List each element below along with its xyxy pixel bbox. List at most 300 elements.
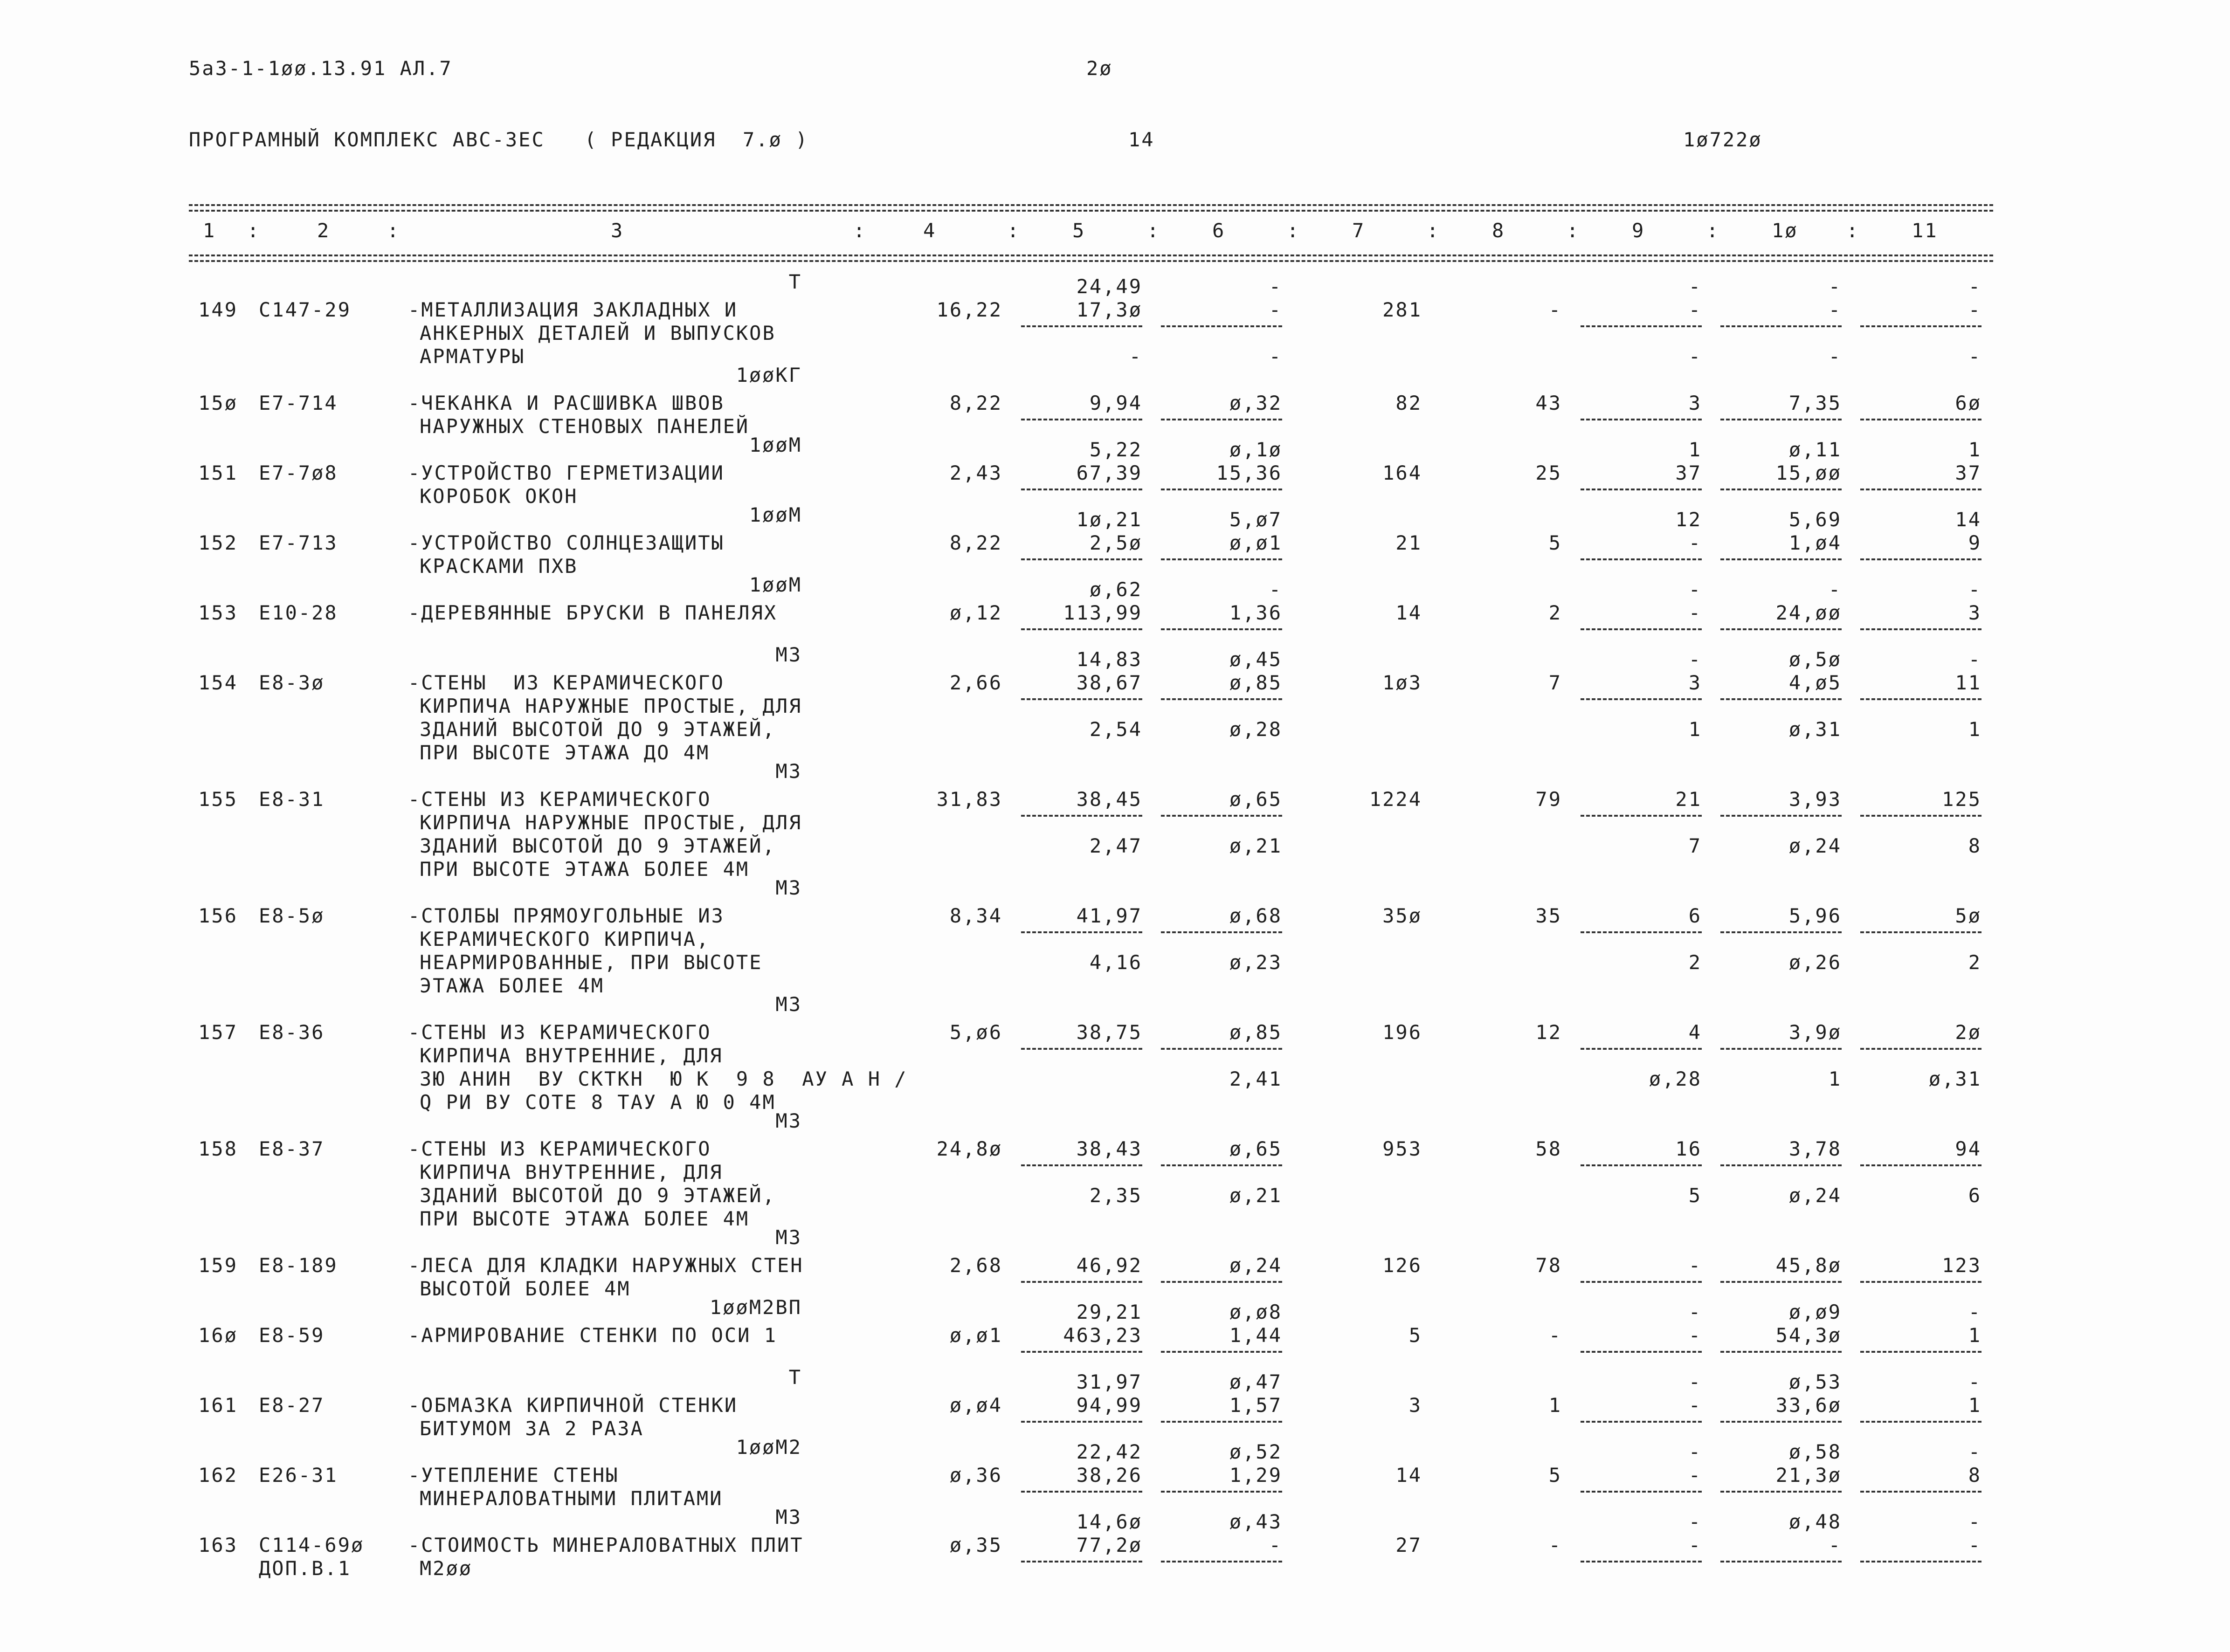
value-c6: 1,44 — [1229, 1324, 1282, 1347]
value-c7: 164 — [1382, 461, 1422, 484]
value-c5: 46,92 — [1076, 1254, 1142, 1277]
value-c8: 1 — [1548, 1394, 1562, 1417]
value-c10-above: - — [1828, 275, 1842, 298]
subtotal-rule — [1581, 1164, 1702, 1166]
value-c11: 9 — [1968, 531, 1981, 554]
value-c6: ø,24 — [1229, 1254, 1282, 1277]
item-code: Е7-713 — [259, 531, 338, 554]
subtotal-rule — [1161, 1561, 1282, 1563]
subtotal-rule — [1720, 628, 1842, 630]
value-c10: 7,35 — [1788, 392, 1842, 414]
value-c8: 5 — [1548, 531, 1562, 554]
value-c9: 3 — [1688, 671, 1702, 694]
top-rule — [189, 204, 1993, 206]
description-line: ВЫСОТОЙ БОЛЕЕ 4М — [420, 1277, 631, 1300]
row-number: 161 — [198, 1394, 238, 1417]
value-c7: 953 — [1382, 1137, 1422, 1160]
value-c9-below: - — [1688, 648, 1702, 671]
value-c9: 6 — [1688, 904, 1702, 927]
subtotal-rule — [1161, 558, 1282, 560]
value-c4: 16,22 — [936, 298, 1002, 321]
description-line: НАРУЖНЫХ СТЕНОВЫХ ПАНЕЛЕЙ — [420, 415, 750, 438]
value-c10: - — [1828, 1534, 1842, 1556]
value-c11-below: - — [1968, 578, 1981, 601]
value-c11-below: 1 — [1968, 718, 1981, 741]
value-c8: 2 — [1548, 601, 1562, 624]
value-c5-above: 24,49 — [1076, 275, 1142, 298]
row-number: 162 — [198, 1464, 238, 1487]
value-c9: 37 — [1675, 461, 1702, 484]
value-c8: 5 — [1548, 1464, 1562, 1487]
col-heading-8: 8 — [1492, 219, 1505, 242]
value-c5-below: 31,97 — [1076, 1370, 1142, 1393]
description-line: -УСТРОЙСТВО ГЕРМЕТИЗАЦИИ — [408, 461, 725, 484]
value-c6-below: ø,43 — [1229, 1510, 1282, 1533]
subtotal-rule — [1161, 698, 1282, 700]
subtotal-rule — [1161, 489, 1282, 490]
value-c4: 8,22 — [949, 392, 1002, 414]
subtotal-rule — [1021, 489, 1142, 490]
item-code: Е8-5ø — [259, 904, 325, 927]
value-c5: 94,99 — [1076, 1394, 1142, 1417]
subtotal-rule — [1860, 1421, 1981, 1423]
value-c5: 77,2ø — [1076, 1534, 1142, 1556]
description-line: М2øø — [420, 1557, 473, 1580]
value-c9-above: - — [1688, 275, 1702, 298]
subtotal-rule — [1720, 1281, 1842, 1283]
description-line: КРАСКАМИ ПХВ — [420, 555, 578, 578]
subtotal-rule — [1720, 1351, 1842, 1353]
subtotal-rule — [1021, 1281, 1142, 1283]
col-separator: : — [1706, 219, 1720, 242]
subtotal-rule — [1720, 931, 1842, 933]
value-c11-below: - — [1968, 1370, 1981, 1393]
row-number: 153 — [198, 601, 238, 624]
value-c7: 21 — [1395, 531, 1422, 554]
unit-label: 1øøМ2 — [736, 1436, 802, 1459]
value-c10: 1,ø4 — [1788, 531, 1842, 554]
subtotal-rule — [1860, 1164, 1981, 1166]
value-c10-below: 1 — [1828, 1067, 1842, 1090]
col-separator: : — [853, 219, 867, 242]
value-c11-above: - — [1968, 275, 1981, 298]
value-c10: 5,96 — [1788, 904, 1842, 927]
value-c10-below: ø,58 — [1788, 1440, 1842, 1463]
value-c6-below: - — [1269, 578, 1282, 601]
value-c9-below: - — [1688, 1510, 1702, 1533]
value-c7: 3 — [1408, 1394, 1422, 1417]
value-c9: - — [1688, 601, 1702, 624]
description-line: ПРИ ВЫСОТЕ ЭТАЖА ДО 4М — [420, 741, 710, 764]
value-c5: 38,67 — [1076, 671, 1142, 694]
subtotal-rule — [1720, 1164, 1842, 1166]
value-c6: - — [1269, 298, 1282, 321]
value-c7: 1ø3 — [1382, 671, 1422, 694]
description-line: -ЛЕСА ДЛЯ КЛАДКИ НАРУЖНЫХ СТЕН — [408, 1254, 804, 1277]
value-c6-below: ø,47 — [1229, 1370, 1282, 1393]
subtotal-rule — [1581, 419, 1702, 420]
value-c4: 2,66 — [949, 671, 1002, 694]
item-code: Е8-37 — [259, 1137, 325, 1160]
value-c6: ø,32 — [1229, 392, 1282, 414]
item-code: Е10-28 — [259, 601, 338, 624]
value-c8: 78 — [1535, 1254, 1562, 1277]
col-heading-6: 6 — [1212, 219, 1226, 242]
value-c4: ø,ø1 — [949, 1324, 1002, 1347]
value-c5: 67,39 — [1076, 461, 1142, 484]
value-c11-below: 14 — [1955, 508, 1981, 531]
subtotal-rule — [1720, 325, 1842, 327]
value-c9: - — [1688, 1254, 1702, 1277]
value-c11: 6ø — [1955, 392, 1981, 414]
value-c11-below: - — [1968, 345, 1981, 368]
value-c6-below: ø,21 — [1229, 1184, 1282, 1207]
document-reference: 5а3-1-1øø.13.91 АЛ.7 — [189, 57, 453, 80]
value-c8: - — [1548, 1324, 1562, 1347]
value-c9-below: 12 — [1675, 508, 1702, 531]
subtotal-rule — [1021, 1351, 1142, 1353]
value-c10-below: - — [1828, 345, 1842, 368]
value-c8: 79 — [1535, 788, 1562, 811]
value-c11: 125 — [1942, 788, 1981, 811]
value-c5-below: 4,16 — [1089, 951, 1142, 974]
value-c5-below: 1ø,21 — [1076, 508, 1142, 531]
row-number: 159 — [198, 1254, 238, 1277]
value-c10: 3,9ø — [1788, 1021, 1842, 1044]
description-line: -СТОИМОСТЬ МИНЕРАЛОВАТНЫХ ПЛИТ — [408, 1534, 804, 1556]
value-c10: 3,78 — [1788, 1137, 1842, 1160]
value-c4: 2,68 — [949, 1254, 1002, 1277]
value-c11-below: - — [1968, 1440, 1981, 1463]
value-c9: - — [1688, 531, 1702, 554]
row-number: 15ø — [198, 392, 238, 414]
col-heading-3: 3 — [611, 219, 624, 242]
description-line: МИНЕРАЛОВАТНЫМИ ПЛИТАМИ — [420, 1487, 723, 1510]
value-c6: ø,65 — [1229, 788, 1282, 811]
subtotal-rule — [1860, 419, 1981, 420]
value-c6-below: ø,ø8 — [1229, 1301, 1282, 1323]
value-c5-below: 14,6ø — [1076, 1510, 1142, 1533]
description-line: ЗДАНИЙ ВЫСОТОЙ ДО 9 ЭТАЖЕЙ, — [420, 718, 776, 741]
col-heading-5: 5 — [1072, 219, 1086, 242]
value-c9: 3 — [1688, 392, 1702, 414]
unit-label: 1øøКГ — [736, 364, 802, 386]
value-c7: 5 — [1408, 1324, 1422, 1347]
subtotal-rule — [1161, 931, 1282, 933]
value-c11: 1 — [1968, 1324, 1981, 1347]
value-c11: 3 — [1968, 601, 1981, 624]
subtotal-rule — [1161, 325, 1282, 327]
item-code: Е8-36 — [259, 1021, 325, 1044]
unit-label: М3 — [775, 643, 802, 666]
subtotal-rule — [1720, 1561, 1842, 1563]
value-c9-below: 1 — [1688, 718, 1702, 741]
value-c6: ø,85 — [1229, 671, 1282, 694]
value-c10: 15,øø — [1775, 461, 1842, 484]
value-c11: 11 — [1955, 671, 1981, 694]
subtotal-rule — [1860, 1351, 1981, 1353]
description-line: -СТЕНЫ ИЗ КЕРАМИЧЕСКОГО — [408, 1021, 711, 1044]
description-line: КИРПИЧА ВНУТРЕННИЕ, ДЛЯ — [420, 1044, 723, 1067]
unit-label: 1øøМ — [749, 434, 802, 456]
value-c10: - — [1828, 298, 1842, 321]
value-c6-below: 2,41 — [1229, 1067, 1282, 1090]
value-c9-below: - — [1688, 578, 1702, 601]
value-c6: ø,65 — [1229, 1137, 1282, 1160]
row-number: 157 — [198, 1021, 238, 1044]
subtotal-rule — [1581, 558, 1702, 560]
description-line: АНКЕРНЫХ ДЕТАЛЕЙ И ВЫПУСКОВ — [420, 322, 776, 344]
value-c5-below: 2,54 — [1089, 718, 1142, 741]
value-c9: - — [1688, 1394, 1702, 1417]
subtotal-rule — [1581, 815, 1702, 817]
subtotal-rule — [1860, 1048, 1981, 1050]
value-c4: ø,ø4 — [949, 1394, 1002, 1417]
unit-label: М3 — [775, 1109, 802, 1132]
value-c10-below: ø,ø9 — [1788, 1301, 1842, 1323]
value-c6: 1,57 — [1229, 1394, 1282, 1417]
description-line: -МЕТАЛЛИЗАЦИЯ ЗАКЛАДНЫХ И — [408, 298, 738, 321]
description-line: -СТЕНЫ ИЗ КЕРАМИЧЕСКОГО — [408, 671, 725, 694]
row-number: 149 — [198, 298, 238, 321]
subtotal-rule — [1021, 698, 1142, 700]
subtotal-rule — [1860, 698, 1981, 700]
subtotal-rule — [1581, 628, 1702, 630]
item-code: Е7-7ø8 — [259, 461, 338, 484]
subtotal-rule — [1581, 1048, 1702, 1050]
col-separator: : — [1846, 219, 1860, 242]
value-c6: ø,68 — [1229, 904, 1282, 927]
value-c10-below: ø,53 — [1788, 1370, 1842, 1393]
subtotal-rule — [1581, 1421, 1702, 1423]
value-c6-below: ø,21 — [1229, 834, 1282, 857]
subtotal-rule — [1581, 325, 1702, 327]
value-c5-below: 2,47 — [1089, 834, 1142, 857]
row-number: 156 — [198, 904, 238, 927]
unit-label: М3 — [775, 1506, 802, 1528]
subtotal-rule — [1860, 1561, 1981, 1563]
value-c6-below: ø,23 — [1229, 951, 1282, 974]
value-c4: 5,ø6 — [949, 1021, 1002, 1044]
value-c5-below: 22,42 — [1076, 1440, 1142, 1463]
value-c10: 33,6ø — [1775, 1394, 1842, 1417]
subtotal-rule — [1860, 931, 1981, 933]
subtotal-rule — [1161, 1048, 1282, 1050]
header-rule — [189, 255, 1993, 256]
row-number: 155 — [198, 788, 238, 811]
subtotal-rule — [1021, 1048, 1142, 1050]
col-heading-11: 11 — [1912, 219, 1938, 242]
unit-label: М3 — [775, 1226, 802, 1249]
col-separator: : — [1147, 219, 1160, 242]
value-c8: 12 — [1535, 1021, 1562, 1044]
row-number: 151 — [198, 461, 238, 484]
value-c5-below: 29,21 — [1076, 1301, 1142, 1323]
subtotal-rule — [1581, 931, 1702, 933]
subtotal-rule — [1161, 1421, 1282, 1423]
value-c4: 8,34 — [949, 904, 1002, 927]
value-c9: - — [1688, 298, 1702, 321]
subtotal-rule — [1860, 1491, 1981, 1493]
item-code: Е8-59 — [259, 1324, 325, 1347]
value-c8: 58 — [1535, 1137, 1562, 1160]
row-number: 154 — [198, 671, 238, 694]
value-c9-below: ø,28 — [1649, 1067, 1702, 1090]
value-c6-below: ø,45 — [1229, 648, 1282, 671]
col-separator: : — [1567, 219, 1580, 242]
value-c11: 8 — [1968, 1464, 1981, 1487]
description-line: ПРИ ВЫСОТЕ ЭТАЖА БОЛЕЕ 4М — [420, 858, 750, 881]
value-c6-above: - — [1269, 275, 1282, 298]
subtotal-rule — [1720, 419, 1842, 420]
description-line: Q РИ ВУ СОТЕ 8 ТАУ А Ю 0 4М — [420, 1091, 776, 1114]
value-c6-below: 5,ø7 — [1229, 508, 1282, 531]
value-c7: 82 — [1395, 392, 1422, 414]
value-c4: ø,36 — [949, 1464, 1002, 1487]
value-c11-below: 2 — [1968, 951, 1981, 974]
value-c6: ø,85 — [1229, 1021, 1282, 1044]
value-c7: 281 — [1382, 298, 1422, 321]
subtotal-rule — [1860, 628, 1981, 630]
value-c5-below: 5,22 — [1089, 438, 1142, 461]
item-code: С114-69ø — [259, 1534, 365, 1556]
value-c10-below: - — [1828, 578, 1842, 601]
description-line: -ДЕРЕВЯННЫЕ БРУСКИ В ПАНЕЛЯХ — [408, 601, 778, 624]
value-c7: 14 — [1395, 601, 1422, 624]
value-c10-below: ø,5ø — [1788, 648, 1842, 671]
value-c10-below: ø,26 — [1788, 951, 1842, 974]
value-c6: 1,36 — [1229, 601, 1282, 624]
subtotal-rule — [1161, 1164, 1282, 1166]
subtotal-rule — [1720, 1421, 1842, 1423]
unit-label: 1øøМ2ВП — [709, 1296, 802, 1319]
subtotal-rule — [1720, 558, 1842, 560]
subtotal-rule — [1021, 325, 1142, 327]
value-c10-below: ø,48 — [1788, 1510, 1842, 1533]
value-c9: 16 — [1675, 1137, 1702, 1160]
value-c11-below: 8 — [1968, 834, 1981, 857]
subtotal-rule — [1860, 325, 1981, 327]
value-c6-below: ø,1ø — [1229, 438, 1282, 461]
value-c11-below: ø,31 — [1928, 1067, 1981, 1090]
value-c5: 2,5ø — [1089, 531, 1142, 554]
value-c6-below: ø,52 — [1229, 1440, 1282, 1463]
subtotal-rule — [1581, 1561, 1702, 1563]
value-c8: 43 — [1535, 392, 1562, 414]
item-code: Е8-31 — [259, 788, 325, 811]
value-c5: 9,94 — [1089, 392, 1142, 414]
subtotal-rule — [1161, 1491, 1282, 1493]
subtotal-rule — [1161, 1351, 1282, 1353]
subtotal-rule — [1860, 815, 1981, 817]
value-c10-below: ø,11 — [1788, 438, 1842, 461]
value-c11: - — [1968, 298, 1981, 321]
value-c5: 38,75 — [1076, 1021, 1142, 1044]
subtotal-rule — [1021, 1421, 1142, 1423]
unit-label: 1øøМ — [749, 503, 802, 526]
description-line: -АРМИРОВАНИЕ СТЕНКИ ПО ОСИ 1 — [408, 1324, 778, 1347]
row-number: 152 — [198, 531, 238, 554]
value-c9-below: 2 — [1688, 951, 1702, 974]
document-number: 1ø722ø — [1683, 128, 1762, 151]
value-c11: 2ø — [1955, 1021, 1981, 1044]
description-line: КИРПИЧА НАРУЖНЫЕ ПРОСТЫЕ, ДЛЯ — [420, 695, 802, 717]
header-rule-2 — [189, 260, 1993, 262]
subtotal-rule — [1581, 1491, 1702, 1493]
col-separator: : — [247, 219, 261, 242]
value-c9: - — [1688, 1464, 1702, 1487]
value-c7: 14 — [1395, 1464, 1422, 1487]
description-line: ЗДАНИЙ ВЫСОТОЙ ДО 9 ЭТАЖЕЙ, — [420, 1184, 776, 1207]
value-c9: 4 — [1688, 1021, 1702, 1044]
value-c10: 24,øø — [1775, 601, 1842, 624]
value-c6: 1,29 — [1229, 1464, 1282, 1487]
description-line: КИРПИЧА ВНУТРЕННИЕ, ДЛЯ — [420, 1161, 723, 1184]
value-c11-below: - — [1968, 1510, 1981, 1533]
value-c9-below: 5 — [1688, 1184, 1702, 1207]
value-c8: - — [1548, 298, 1562, 321]
col-heading-4: 4 — [923, 219, 937, 242]
item-code: Е26-31 — [259, 1464, 338, 1487]
subtotal-rule — [1021, 1491, 1142, 1493]
col-heading-2: 2 — [317, 219, 331, 242]
subtotal-rule — [1720, 815, 1842, 817]
description-line: НЕАРМИРОВАННЫЕ, ПРИ ВЫСОТЕ — [420, 951, 763, 974]
description-line: -ЧЕКАНКА И РАСШИВКА ШВОВ — [408, 392, 725, 414]
value-c4: 8,22 — [949, 531, 1002, 554]
item-code: Е8-3ø — [259, 671, 325, 694]
value-c11: 37 — [1955, 461, 1981, 484]
value-c6: - — [1269, 1534, 1282, 1556]
subtotal-rule — [1860, 489, 1981, 490]
value-c9-below: - — [1688, 1370, 1702, 1393]
item-code: Е8-27 — [259, 1394, 325, 1417]
description-line: АРМАТУРЫ — [420, 345, 525, 368]
col-heading-9: 9 — [1632, 219, 1645, 242]
description-line: КИРПИЧА НАРУЖНЫЕ ПРОСТЫЕ, ДЛЯ — [420, 811, 802, 834]
unit-label: М3 — [775, 876, 802, 899]
value-c5: 113,99 — [1063, 601, 1142, 624]
value-c8: 7 — [1548, 671, 1562, 694]
subtotal-rule — [1720, 1491, 1842, 1493]
unit-label: М3 — [775, 993, 802, 1016]
subtotal-rule — [1860, 1281, 1981, 1283]
value-c8: - — [1548, 1534, 1562, 1556]
row-number: 158 — [198, 1137, 238, 1160]
subtotal-rule — [1021, 1561, 1142, 1563]
value-c9-below: 1 — [1688, 438, 1702, 461]
value-c10: 4,ø5 — [1788, 671, 1842, 694]
subtotal-rule — [1720, 698, 1842, 700]
value-c7: 126 — [1382, 1254, 1422, 1277]
col-separator: : — [1427, 219, 1440, 242]
value-c4: ø,35 — [949, 1534, 1002, 1556]
value-c10-below: ø,24 — [1788, 834, 1842, 857]
value-c4: 24,8ø — [936, 1137, 1002, 1160]
value-c9-below: 7 — [1688, 834, 1702, 857]
description-line: КОРОБОК ОКОН — [420, 485, 578, 508]
value-c10: 54,3ø — [1775, 1324, 1842, 1347]
value-c11-below: - — [1968, 1301, 1981, 1323]
subtotal-rule — [1161, 628, 1282, 630]
subtotal-rule — [1021, 558, 1142, 560]
description-line: БИТУМОМ ЗА 2 РАЗА — [420, 1417, 644, 1440]
program-code: 14 — [1128, 128, 1155, 151]
description-line: -СТЕНЫ ИЗ КЕРАМИЧЕСКОГО — [408, 1137, 711, 1160]
value-c11: 5ø — [1955, 904, 1981, 927]
value-c7: 1224 — [1369, 788, 1422, 811]
subtotal-rule — [1021, 931, 1142, 933]
